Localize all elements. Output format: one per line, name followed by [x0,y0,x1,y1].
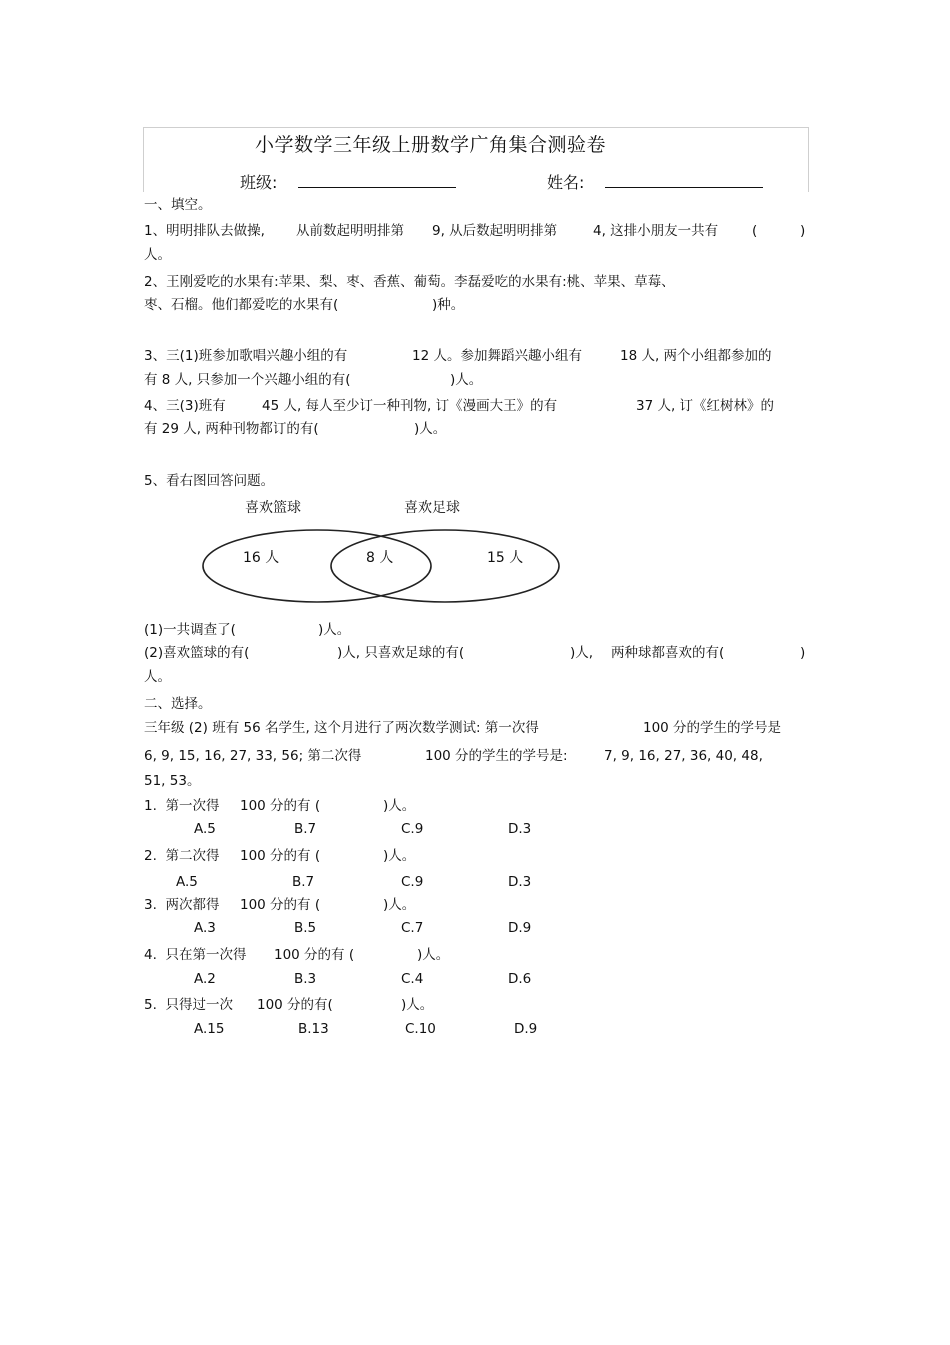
q2-line1: 2、王刚爱吃的水果有:苹果、梨、枣、香蕉、葡萄。李磊爱吃的水果有:桃、苹果、草莓、 [144,274,675,290]
choice-q1-a: 1. 第一次得 [144,798,220,814]
q5-sub2f: 人。 [144,669,171,685]
choice-q4-option-b[interactable]: B.3 [294,971,317,987]
section2-heading: 二、选择。 [144,696,212,712]
choice-q4-option-a[interactable]: A.2 [194,971,216,987]
section2-intro2c: 7, 9, 16, 27, 36, 40, 48, [604,748,763,764]
choice-q2-a: 2. 第二次得 [144,848,220,864]
choice-q2-option-b[interactable]: B.7 [292,874,315,890]
q5-sub1b: )人。 [318,622,351,638]
q4-part-a: 4、三(3)班有 [144,398,226,414]
q5-sub2a: (2)喜欢篮球的有( [144,645,250,661]
q1-paren-open: ( [752,223,758,239]
q5-sub2b: )人, 只喜欢足球的有( [337,645,465,661]
choice-q5-option-b[interactable]: B.13 [298,1021,329,1037]
choice-q3-b: 100 分的有 ( [240,897,321,913]
choice-q3-option-c[interactable]: C.7 [401,920,424,936]
choice-q2-option-c[interactable]: C.9 [401,874,424,890]
q1-part-g: 人。 [144,247,171,263]
section2-intro2b: 100 分的学生的学号是: [425,748,568,764]
section2-intro1a: 三年级 (2) 班有 56 名学生, 这个月进行了两次数学测试: 第一次得 [144,720,539,736]
q3-part-a: 3、三(1)班参加歌唱兴趣小组的有 [144,348,348,364]
page-title: 小学数学三年级上册数学广角集合测验卷 [255,134,607,156]
venn-left-only-value: 16 人 [243,550,280,566]
choice-q3-option-a[interactable]: A.3 [194,920,216,936]
q3-part-c: 18 人, 两个小组都参加的 [620,348,772,364]
choice-q4-a: 4. 只在第一次得 [144,947,247,963]
section2-intro2a: 6, 9, 15, 16, 27, 33, 56; 第二次得 [144,748,362,764]
venn-left-label: 喜欢篮球 [245,500,301,516]
choice-q5-a: 5. 只得过一次 [144,997,233,1013]
choice-q5-option-c[interactable]: C.10 [405,1021,436,1037]
choice-q5-option-a[interactable]: A.15 [194,1021,225,1037]
q5-intro: 5、看右图回答问题。 [144,473,275,489]
choice-q4-b: 100 分的有 ( [274,947,355,963]
q5-sub2c: )人, [570,645,594,661]
q1-part-c: 9, 从后数起明明排第 [432,223,558,239]
choice-q3-a: 3. 两次都得 [144,897,220,913]
section1-heading: 一、填空。 [144,197,212,213]
venn-right-only-value: 15 人 [487,550,524,566]
choice-q5-b: 100 分的有( [257,997,333,1013]
choice-q1-option-a[interactable]: A.5 [194,821,216,837]
choice-q2-b: 100 分的有 ( [240,848,321,864]
choice-q4-option-c[interactable]: C.4 [401,971,424,987]
section2-intro1b: 100 分的学生的学号是 [643,720,782,736]
name-label: 姓名: [547,173,585,192]
venn-both-value: 8 人 [366,550,394,566]
choice-q4-c: )人。 [417,947,450,963]
choice-q1-option-c[interactable]: C.9 [401,821,424,837]
venn-left-circle [203,530,431,602]
choice-q3-option-d[interactable]: D.9 [508,920,532,936]
name-field[interactable] [605,187,763,188]
q3-part-e: )人。 [450,372,483,388]
q5-sub1a: (1)一共调查了( [144,622,236,638]
choice-q2-c: )人。 [383,848,416,864]
choice-q1-option-b[interactable]: B.7 [294,821,317,837]
class-label: 班级: [240,173,278,192]
q1-paren-close: ) [800,223,806,239]
choice-q1-c: )人。 [383,798,416,814]
choice-q5-option-d[interactable]: D.9 [514,1021,538,1037]
section2-intro3: 51, 53。 [144,773,201,789]
choice-q2-option-a[interactable]: A.5 [176,874,198,890]
choice-q3-c: )人。 [383,897,416,913]
choice-q2-option-d[interactable]: D.3 [508,874,532,890]
q4-part-b: 45 人, 每人至少订一种刊物, 订《漫画大王》的有 [262,398,558,414]
choice-q1-option-d[interactable]: D.3 [508,821,532,837]
q1-part-b: 从前数起明明排第 [296,223,404,239]
q2-line2b: )种。 [432,297,465,313]
venn-right-label: 喜欢足球 [404,500,460,516]
q2-line2a: 枣、石榴。他们都爱吃的水果有( [144,297,339,313]
q5-sub2e: ) [800,645,806,661]
q1-part-d: 4, 这排小朋友一共有 [593,223,719,239]
choice-q3-option-b[interactable]: B.5 [294,920,317,936]
choice-q4-option-d[interactable]: D.6 [508,971,532,987]
q3-part-b: 12 人。参加舞蹈兴趣小组有 [412,348,582,364]
q4-part-e: )人。 [414,421,447,437]
q5-sub2d: 两种球都喜欢的有( [611,645,725,661]
class-field[interactable] [298,187,456,188]
q3-part-d: 有 8 人, 只参加一个兴趣小组的有( [144,372,351,388]
q4-part-d: 有 29 人, 两种刊物都订的有( [144,421,319,437]
q1-part-a: 1、明明排队去做操, [144,223,265,239]
choice-q5-c: )人。 [401,997,434,1013]
q4-part-c: 37 人, 订《红树林》的 [636,398,775,414]
choice-q1-b: 100 分的有 ( [240,798,321,814]
